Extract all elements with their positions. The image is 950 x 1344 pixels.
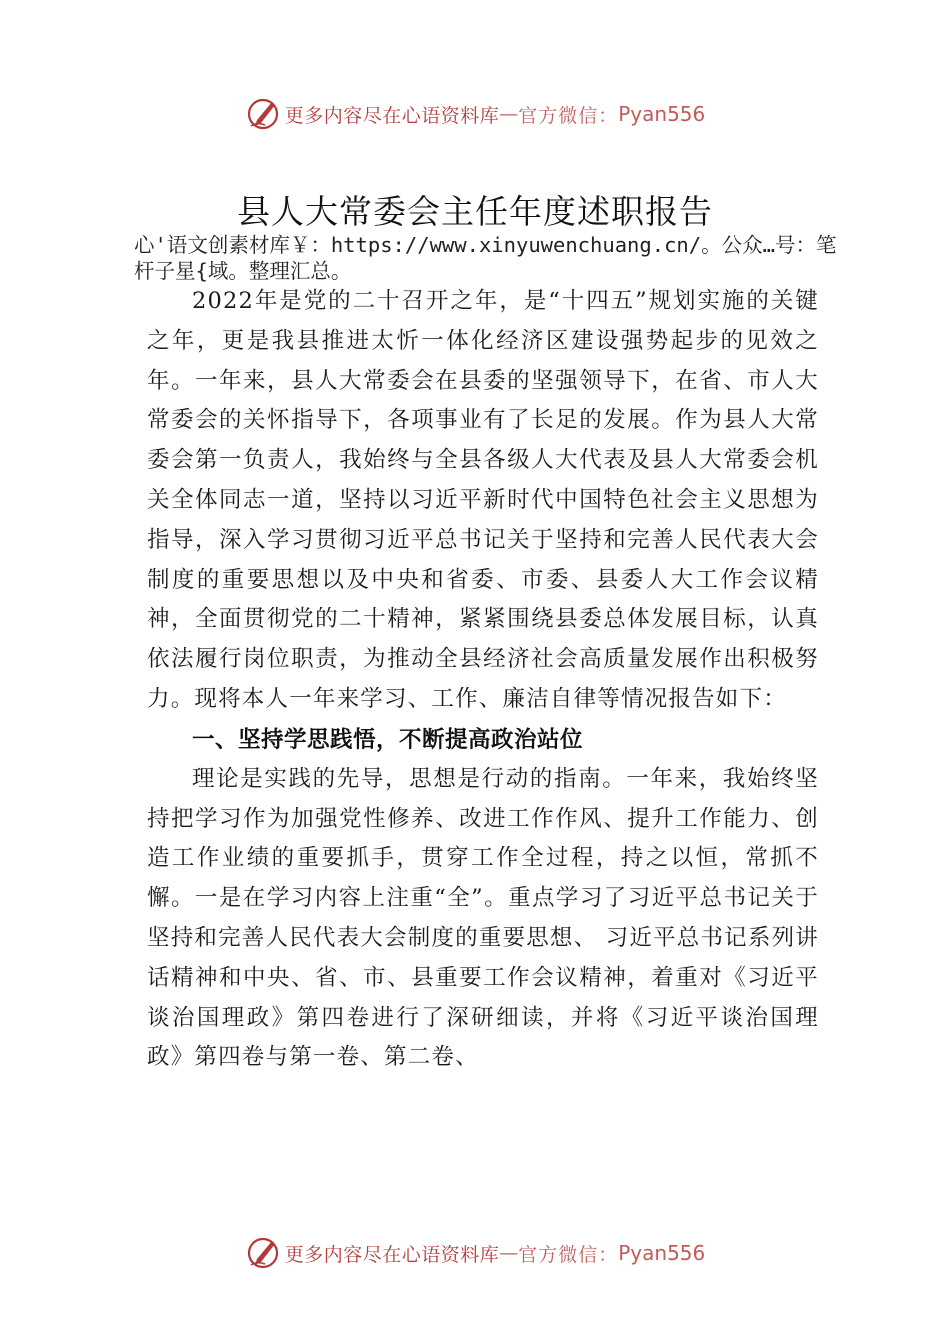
- quill-pen-icon: [245, 1235, 281, 1271]
- document-body: [147, 282, 819, 1078]
- quill-pen-icon: [245, 96, 281, 132]
- banner-text: 更多内容尽在心语资料库: [284, 1243, 500, 1266]
- banner-text: 更多内容尽在心语资料库: [284, 104, 500, 127]
- section-paragraph: 理论是实践的先导，思想是行动的指南。一年来，我始终坚持把学习作为加强党性修养、改进工作作风、提升工作能力、创造工作业绩的重要抓手，贯穿工作全过程，持之以恒，常抓不懈。一是在学习内容上注重“全”。重点学习了习近平总书记关于坚持和完善人民代表大会制度的重要思想、 习近平总书记系列讲话精神和中央、省、市、县重要工作会议精神，着重对《习近平谈治国理政》第四卷进行了深研细读，并将《习近平谈治国理政》第四卷与第一卷、第二卷、: [147, 765, 819, 1071]
- wechat-id: Pyan556: [618, 1241, 706, 1265]
- document-title: 县人大常委会主任年度述职报告: [237, 192, 713, 231]
- banner-separator: —: [499, 103, 519, 125]
- banner-separator: —: [499, 1242, 519, 1264]
- source-note: 心'语文创素材库￥：https://www.xinyuwenchuang.cn/。公众…号：笔杆子星{域。整理汇总。: [134, 233, 837, 283]
- wechat-label: 官方微信：: [518, 1243, 619, 1266]
- header-banner: [0, 94, 950, 134]
- wechat-id: Pyan556: [618, 102, 706, 126]
- intro-paragraph: 2022年是党的二十召开之年，是“十四五”规划实施的关键之年，更是我县推进太忻一体化经济区建设强势起步的见效之年。一年来，县人大常委会在县委的坚强领导下，在省、市人大常委会的关怀指导下，各项事业有了长足的发展。作为县人大常委会第一负责人，我始终与全县各级人大代表及县人大常委会机关全体同志一道，坚持以习近平新时代中国特色社会主义思想为指导，深入学习贯彻习近平总书记关于坚持和完善人民代表大会制度的重要思想以及中央和省委、市委、县委人大工作会议精神，全面贯彻党的二十精神，紧紧围绕县委总体发展目标，认真依法履行岗位职责，为推动全县经济社会高质量发展作出积极努力。现将本人一年来学习、工作、廉洁自律等情况报告如下：: [147, 288, 819, 712]
- wechat-label: 官方微信：: [518, 104, 619, 127]
- footer-banner: [0, 1233, 950, 1273]
- section-heading: 一、坚持学思践悟，不断提高政治站位: [192, 726, 584, 753]
